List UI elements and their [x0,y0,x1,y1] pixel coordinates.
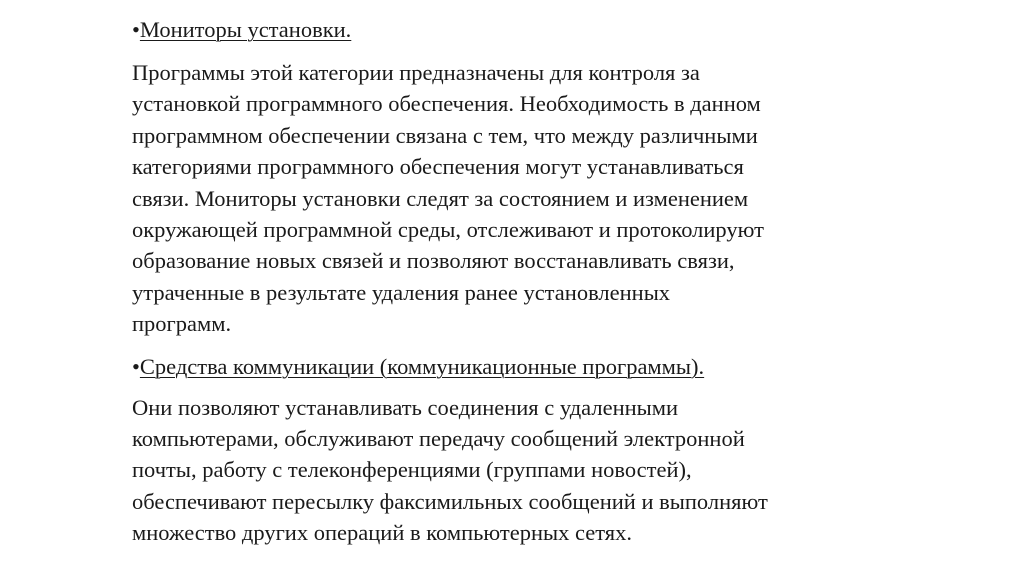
heading-text: Средства коммуникации (коммуникационные программы). [139,353,705,379]
text-line: связи. Мониторы установки следят за состоянием и изменением [132,185,749,211]
section-heading-install-monitors [132,14,892,45]
bullet: • [132,17,140,42]
paragraph-install-monitors [132,57,892,340]
text-line: Программы этой категории предназначены для контроля за [132,60,700,85]
heading-text: Мониторы установки. [139,17,352,42]
text-line: программном обеспечении связана с тем, что между различными [132,122,758,148]
text-line: программ. [132,311,232,337]
text-line: почты, работу с телеконференциями (группами новостей), [132,457,692,483]
paragraph-communication [132,392,892,549]
text-line: обеспечивают пересылку факсимильных сообщений и выполняют [132,488,768,514]
text-line: Они позволяют устанавливать соединения с удаленными [132,394,679,420]
text-line: множество других операций в компьютерных сетях. [132,520,633,546]
text-line: установкой программного обеспечения. Необходимость в данном [132,91,761,117]
text-line: утраченные в результате удаления ранее установленных [132,279,671,305]
text-line: компьютерами, обслуживают передачу сообщений электронной [132,426,745,452]
bullet: • [132,353,140,379]
text-line: категориями программного обеспечения могут устанавливаться [132,154,744,180]
text-line: окружающей программной среды, отслеживают и протоколируют [132,217,764,243]
text-line: образование новых связей и позволяют восстанавливать связи, [132,248,735,274]
slide-content [132,14,892,549]
section-heading-communication [132,351,892,382]
